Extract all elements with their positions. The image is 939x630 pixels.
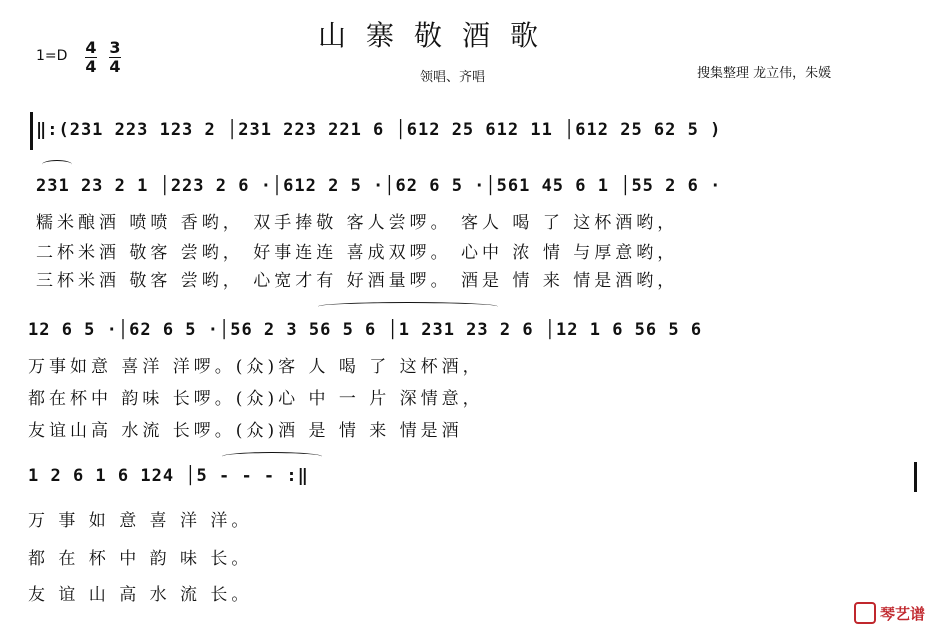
lyric-verse-3: 三杯米酒 敬客 尝哟， 心宽才有 好酒量啰。 酒是 情 来 情是酒哟，: [36, 271, 679, 291]
watermark-logo: 琴艺谱: [854, 602, 925, 624]
time-signature-3-4: 3 4: [109, 38, 121, 76]
lyric-verse-3: 友谊山高 水流 长啰。(众)酒 是 情 来 情是酒: [28, 421, 463, 441]
logo-icon: [854, 602, 876, 624]
time-signature-4-4: 4 4: [85, 38, 97, 76]
slur-mark: [42, 160, 72, 169]
repeat-end-barline: [914, 462, 917, 492]
credit-line: 搜集整理 龙立伟，朱媛: [697, 66, 832, 81]
slur-mark: [222, 452, 322, 461]
song-title: 山寨敬酒歌: [318, 19, 559, 52]
lyric-verse-2: 二杯米酒 敬客 尝哟， 好事连连 喜成双啰。 心中 浓 情 与厚意哟，: [36, 243, 679, 263]
notation-line-3: 12 6 5 ·│62 6 5 ·│56 2 3 56 5 6 │1 231 23 2 6 │12 1 6 56 5 6: [28, 320, 703, 340]
notation-line-4: 1 2 6 1 6 124 │5 - - - :‖: [28, 466, 309, 486]
key-signature: 1=D: [36, 48, 68, 64]
lyric-verse-2: 都 在 杯 中 韵 味 长。: [28, 549, 253, 569]
lyric-verse-1: 糯米酿酒 喷喷 香哟， 双手捧敬 客人尝啰。 客人 喝 了 这杯酒哟，: [36, 213, 679, 233]
performance-style: 领唱、齐唱: [420, 70, 486, 85]
lyric-verse-1: 万 事 如 意 喜 洋 洋。: [28, 511, 253, 531]
repeat-start-barline: [30, 112, 33, 150]
lyric-verse-3: 友 谊 山 高 水 流 长。: [28, 585, 253, 605]
slur-mark: [318, 302, 498, 311]
lyric-verse-2: 都在杯中 韵味 长啰。(众)心 中 一 片 深情意，: [28, 389, 484, 409]
lyric-verse-1: 万事如意 喜洋 洋啰。(众)客 人 喝 了 这杯酒，: [28, 357, 484, 377]
notation-line-1: ‖:(231 223 123 2 │231 223 221 6 │612 25 612 11 │612 25 62 5 ): [36, 120, 722, 140]
notation-line-2: 231 23 2 1 │223 2 6 ·│612 2 5 ·│62 6 5 ·│561 45 6 1 │55 2 6 ·: [36, 176, 722, 196]
